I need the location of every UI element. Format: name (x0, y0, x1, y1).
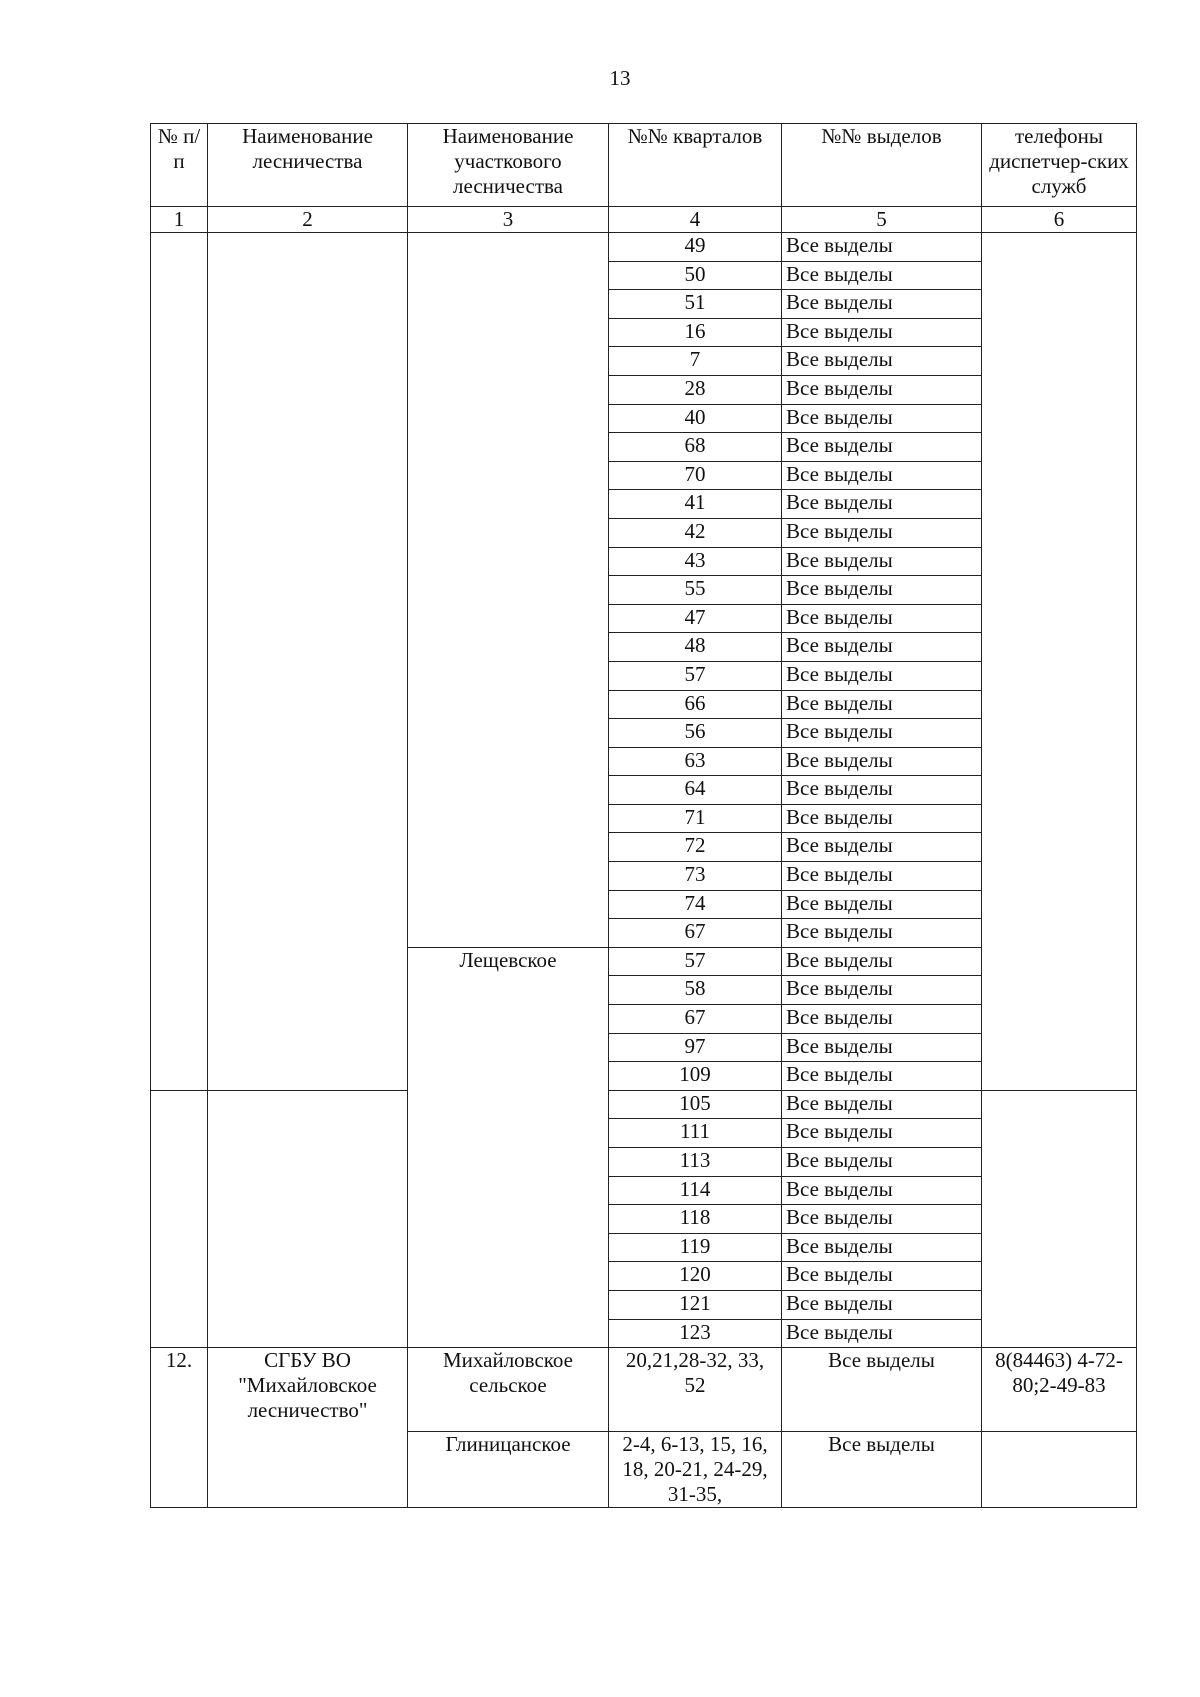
vydely-cell: Все выделы (782, 633, 982, 662)
quarter-number: 113 (609, 1148, 782, 1177)
vydely-cell: Все выделы (782, 690, 982, 719)
vydely-cell: Все выделы (782, 1348, 982, 1432)
quarter-number: 70 (609, 461, 782, 490)
vydely-cell: Все выделы (782, 947, 982, 976)
vydely-cell: Все выделы (782, 576, 982, 605)
quarter-number: 63 (609, 747, 782, 776)
col-number-3: 3 (408, 207, 609, 233)
vydely-cell: Все выделы (782, 776, 982, 805)
header-district-forestry-name: Наименование участкового лесничества (408, 124, 609, 207)
col-number-6: 6 (982, 207, 1137, 233)
vydely-cell: Все выделы (782, 1290, 982, 1319)
empty-cell-number (151, 233, 208, 1091)
district-name-leshchevskoe: Лещевское (408, 947, 609, 1347)
vydely-cell: Все выделы (782, 1090, 982, 1119)
empty-cell-phone (982, 233, 1137, 1091)
phone-number: 8(84463) 4-72-80;2-49-83 (982, 1348, 1137, 1432)
header-vydely: №№ выделов (782, 124, 982, 207)
vydely-cell: Все выделы (782, 547, 982, 576)
header-forestry-name: Наименование лесничества (208, 124, 408, 207)
quarter-number: 55 (609, 576, 782, 605)
vydely-cell: Все выделы (782, 518, 982, 547)
vydely-cell: Все выделы (782, 261, 982, 290)
vydely-cell: Все выделы (782, 604, 982, 633)
empty-cell-phone (982, 1432, 1137, 1508)
quarter-number: 7 (609, 347, 782, 376)
quarter-number: 49 (609, 233, 782, 262)
quarter-number: 40 (609, 404, 782, 433)
quarter-number: 64 (609, 776, 782, 805)
quarter-number: 47 (609, 604, 782, 633)
vydely-cell: Все выделы (782, 433, 982, 462)
vydely-cell: Все выделы (782, 1119, 982, 1148)
quarter-number: 58 (609, 976, 782, 1005)
empty-cell-district (408, 233, 609, 948)
quarter-number: 41 (609, 490, 782, 519)
vydely-cell: Все выделы (782, 1005, 982, 1034)
quarter-number: 118 (609, 1205, 782, 1234)
forestry-name: СГБУ ВО "Михайловское лесничество" (208, 1348, 408, 1508)
quarter-number: 123 (609, 1319, 782, 1348)
quarter-number: 121 (609, 1290, 782, 1319)
vydely-cell: Все выделы (782, 233, 982, 262)
quarter-number: 119 (609, 1233, 782, 1262)
empty-cell-forestry (208, 1090, 408, 1347)
quarter-number: 50 (609, 261, 782, 290)
vydely-cell: Все выделы (782, 747, 982, 776)
quarter-number: 67 (609, 1005, 782, 1034)
page-number: 13 (609, 66, 631, 90)
quarter-number: 56 (609, 719, 782, 748)
quarter-number: 109 (609, 1062, 782, 1091)
vydely-cell: Все выделы (782, 318, 982, 347)
quarter-number: 57 (609, 947, 782, 976)
quarter-number: 48 (609, 633, 782, 662)
vydely-cell: Все выделы (782, 976, 982, 1005)
quarter-number: 71 (609, 804, 782, 833)
quarter-number: 43 (609, 547, 782, 576)
quarter-number: 51 (609, 290, 782, 319)
quarter-number: 105 (609, 1090, 782, 1119)
vydely-cell: Все выделы (782, 490, 982, 519)
vydely-cell: Все выделы (782, 461, 982, 490)
quarter-number: 16 (609, 318, 782, 347)
quarter-list: 2-4, 6-13, 15, 16, 18, 20-21, 24-29, 31-35, (609, 1432, 782, 1508)
vydely-cell: Все выделы (782, 862, 982, 891)
vydely-cell: Все выделы (782, 919, 982, 948)
vydely-cell: Все выделы (782, 290, 982, 319)
vydely-cell: Все выделы (782, 1148, 982, 1177)
header-quarters: №№ кварталов (609, 124, 782, 207)
vydely-cell: Все выделы (782, 890, 982, 919)
vydely-cell: Все выделы (782, 1033, 982, 1062)
vydely-cell: Все выделы (782, 375, 982, 404)
quarter-number: 120 (609, 1262, 782, 1291)
quarter-number: 57 (609, 661, 782, 690)
col-number-1: 1 (151, 207, 208, 233)
vydely-cell: Все выделы (782, 1233, 982, 1262)
quarter-number: 28 (609, 375, 782, 404)
vydely-cell: Все выделы (782, 1319, 982, 1348)
row-number: 12. (151, 1348, 208, 1508)
header-phones: телефоны диспетчер-ских служб (982, 124, 1137, 207)
quarter-number: 66 (609, 690, 782, 719)
empty-cell-forestry (208, 233, 408, 1091)
quarter-number: 67 (609, 919, 782, 948)
vydely-cell: Все выделы (782, 1205, 982, 1234)
quarter-number: 74 (609, 890, 782, 919)
col-number-2: 2 (208, 207, 408, 233)
quarter-number: 111 (609, 1119, 782, 1148)
quarter-number: 97 (609, 1033, 782, 1062)
vydely-cell: Все выделы (782, 347, 982, 376)
quarter-number: 73 (609, 862, 782, 891)
quarter-number: 42 (609, 518, 782, 547)
vydely-cell: Все выделы (782, 719, 982, 748)
district-name: Михайловское сельское (408, 1348, 609, 1432)
col-number-5: 5 (782, 207, 982, 233)
header-number: № п/п (151, 124, 208, 207)
vydely-cell: Все выделы (782, 833, 982, 862)
empty-cell-number (151, 1090, 208, 1347)
vydely-cell: Все выделы (782, 1432, 982, 1508)
quarter-number: 114 (609, 1176, 782, 1205)
empty-cell-phone (982, 1090, 1137, 1347)
vydely-cell: Все выделы (782, 661, 982, 690)
district-name: Глиницанское (408, 1432, 609, 1508)
quarter-list: 20,21,28-32, 33, 52 (609, 1348, 782, 1432)
quarter-number: 72 (609, 833, 782, 862)
forestry-table (150, 123, 1137, 1508)
quarter-number: 68 (609, 433, 782, 462)
vydely-cell: Все выделы (782, 404, 982, 433)
vydely-cell: Все выделы (782, 1262, 982, 1291)
vydely-cell: Все выделы (782, 1062, 982, 1091)
col-number-4: 4 (609, 207, 782, 233)
vydely-cell: Все выделы (782, 1176, 982, 1205)
vydely-cell: Все выделы (782, 804, 982, 833)
